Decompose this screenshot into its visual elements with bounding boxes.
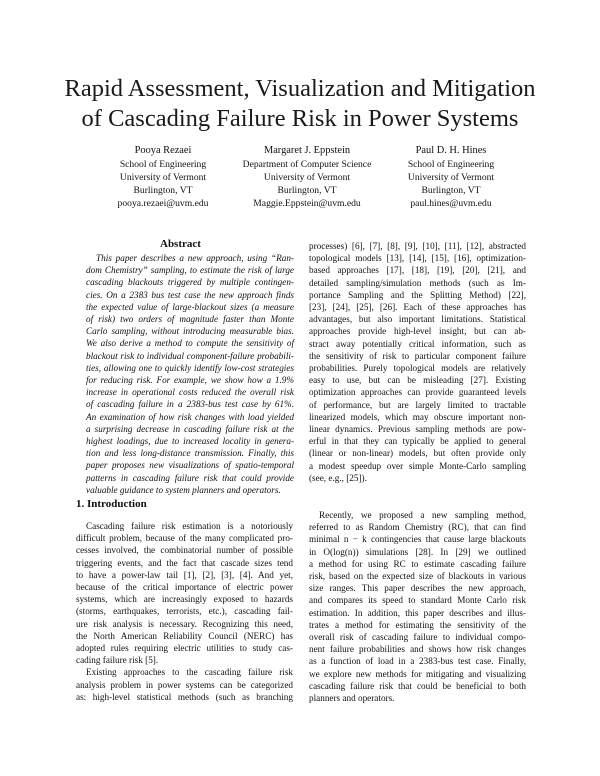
intro-line: approaches provide high-level insight, but can ab- <box>309 326 526 337</box>
intro-line: minimal n − k contingencies that cause large blackouts <box>309 534 526 545</box>
abstract-line: highest loadings, due to increased locality in genera- <box>86 436 294 447</box>
intro-line: Cascading failure risk estimation is a notoriously <box>86 521 293 531</box>
intro-line: stract away potentially critical information, such as <box>309 338 526 349</box>
intro-line: the North American Reliability Council (NERC) has <box>76 630 293 641</box>
abstract-heading: Abstract <box>160 238 201 250</box>
author-department: School of Engineering <box>119 159 207 170</box>
intro-line: (see, e.g., [25]). <box>309 472 367 483</box>
intro-line: trates a method for estimating the sensitivity of the <box>309 619 526 630</box>
intro-line: a method for using RC to estimate cascading failure <box>309 558 526 569</box>
intro-line: processes) [6], [7], [8], [9], [10], [11], [12], abstracted <box>309 241 526 251</box>
intro-line: [23], [24], [25], [26]. Each of these approaches has <box>309 302 526 313</box>
intro-line: erful in that they can typically be applied to general <box>309 436 526 447</box>
abstract-line: Carlo sampling, without introducing measurable bias. <box>86 326 294 337</box>
author-university: University of Vermont <box>119 172 207 183</box>
author-block-hines <box>376 144 526 210</box>
intro-line: referred to as Random Chemistry (RC), that can find <box>309 522 526 533</box>
intro-line: linearized models, which may obscure important non- <box>309 411 526 422</box>
intro-line: analysis problem in power systems can be categorized <box>76 679 293 690</box>
intro-line: nent failure probabilities and shows how risk changes <box>309 644 526 655</box>
abstract-line: We also derive a method to compute the sensitivity of <box>86 338 294 349</box>
intro-line: optimization approaches can provide guaranteed levels <box>309 387 526 398</box>
author-department: School of Engineering <box>407 159 495 170</box>
title-line: of Cascading Failure Risk in Power Systems <box>81 105 519 132</box>
intro-line: (storms, earthquakes, terrorists, etc.), cascading fail- <box>76 606 293 617</box>
abstract-line: tion and less long-distance transmission. Finally, this <box>86 448 294 459</box>
intro-line: Recently, we proposed a new sampling method, <box>319 510 526 520</box>
author-city: Burlington, VT <box>421 185 481 196</box>
author-university: University of Vermont <box>407 172 495 183</box>
intro-line: portance Sampling and the Splitting Method) [22], <box>309 289 526 300</box>
abstract-line: patterns in cascading failure risk that could provide <box>86 472 294 483</box>
intro-line: systems, which are increasingly exposed to hazards <box>76 594 293 605</box>
intro-line: difficult problem, because of the many complicated pro- <box>76 533 293 544</box>
author-name: Margaret J. Eppstein <box>263 145 351 156</box>
intro-line: linear dynamics. Previous sampling methods are pow- <box>309 424 526 435</box>
abstract-body <box>86 252 294 496</box>
intro-line: the sensitivity of risk to particular component failure <box>309 350 526 361</box>
author-email: pooya.rezaei@uvm.edu <box>117 198 209 209</box>
intro-line: we explore new methods for mitigating and visualizing <box>309 668 526 679</box>
abstract-line: cies. On a 2383 bus test case the new approach finds <box>86 289 294 300</box>
intro-line: easy to use, but can be misleading [27]. Existing <box>309 375 526 386</box>
intro-line: Existing approaches to the cascading failure risk <box>86 667 293 678</box>
intro-line: cading failure risk [5]. <box>76 655 159 666</box>
intro-line: probabilities. Purely topological models are relatively <box>309 363 526 374</box>
abstract-line: of cascading failure in a 2383-bus test case by 61%. <box>86 399 294 410</box>
intro-line: to have a power-law tail [1], [2], [3], [4]. And yet, <box>76 569 293 580</box>
author-block-eppstein <box>222 144 392 210</box>
title-line: Rapid Assessment, Visualization and Mitigation <box>64 75 536 102</box>
intro-line: adopted rules requiring electric utilities to study cas- <box>76 643 293 654</box>
abstract-line: a surprising decrease in cascading failure risk at the <box>86 423 294 434</box>
author-name: Paul D. H. Hines <box>415 145 487 156</box>
intro-line: estimation. In addition, this paper describes and illus- <box>309 607 526 618</box>
author-name: Pooya Rezaei <box>134 145 192 156</box>
intro-line: and compares its speed to standard Monte Carlo risk <box>309 595 526 606</box>
intro-column-left <box>76 520 293 703</box>
author-department: Department of Computer Science <box>242 159 372 170</box>
intro-line: cesses involved, the combinatorial number of possible <box>76 545 293 556</box>
intro-line: risk, based on the expected size of blackouts in various <box>309 571 526 582</box>
abstract-line: increase in operational costs reduced the overall risk <box>86 387 294 398</box>
abstract-line: blackout risk to individual component-failure probabili- <box>86 350 294 361</box>
intro-line: as: high-level statistical methods (such as branching <box>76 691 293 702</box>
abstract-line: This paper describes a new approach, using “Ran- <box>96 253 294 263</box>
intro-line: triggering events, and the fact that cascade sizes tend <box>76 557 293 568</box>
abstract-line: ties, allowing one to quickly identify low-cost strategies <box>86 362 294 373</box>
intro-line: a modest speedup over simple Monte-Carlo sampling <box>309 460 526 471</box>
intro-line: topological models [13], [14], [15], [16], optimization- <box>309 253 526 264</box>
intro-line: advantages, but also important limitations. Statistical <box>309 314 526 325</box>
intro-line: size ranges. This paper describes the new approach, <box>309 583 526 594</box>
intro-line: in O(log(n)) simulations [28]. In [29] we outlined <box>309 546 526 557</box>
intro-column-right-bottom <box>309 509 526 704</box>
author-city: Burlington, VT <box>133 185 193 196</box>
intro-line: cascading failure risk that could be beneficial to both <box>309 680 526 691</box>
abstract-line: paper proposes new visualizations of spatio-temporal <box>86 460 294 471</box>
intro-line: (linear or non-linear) models, but often provide only <box>309 448 526 459</box>
intro-line: detailed sampling/simulation methods (such as Im- <box>309 277 526 288</box>
abstract-line: dom Chemistry” sampling, to estimate the risk of large <box>86 265 294 276</box>
author-block-rezaei <box>88 144 238 210</box>
abstract-line: cascading blackouts triggered by multiple contingen- <box>86 277 294 288</box>
abstract-line: for reducing risk. For example, we show how a 1.9% <box>86 375 294 386</box>
intro-line: overall risk of cascading failure to individual compo- <box>309 632 526 643</box>
intro-line: of performance, but are largely limited to tractable <box>309 399 526 410</box>
intro-line: based approaches [17], [18], [19], [20], [21], and <box>309 265 526 276</box>
abstract-line: An examination of how risk changes with load yielded <box>86 411 294 422</box>
author-email: paul.hines@uvm.edu <box>410 198 492 209</box>
intro-line: as a function of load in a 2383-bus test case. Finally, <box>309 656 526 667</box>
author-city: Burlington, VT <box>277 185 337 196</box>
paper-title <box>40 74 560 134</box>
abstract-line: the expected value of large-blackout sizes (a measure <box>86 301 294 312</box>
author-university: University of Vermont <box>263 172 351 183</box>
intro-column-right-top <box>309 240 526 484</box>
section-heading-introduction: 1. Introduction <box>76 498 147 510</box>
intro-line: planners and operators. <box>309 693 395 704</box>
abstract-line: of risk) two orders of magnitude faster than Monte <box>86 314 294 325</box>
abstract-line: valuable guidance to system planners and operators. <box>86 484 281 495</box>
author-email: Maggie.Eppstein@uvm.edu <box>253 198 361 209</box>
intro-line: because of the critical importance of electric power <box>76 582 293 593</box>
intro-line: ure risk analysis is necessary. Recognizing this need, <box>76 618 293 629</box>
